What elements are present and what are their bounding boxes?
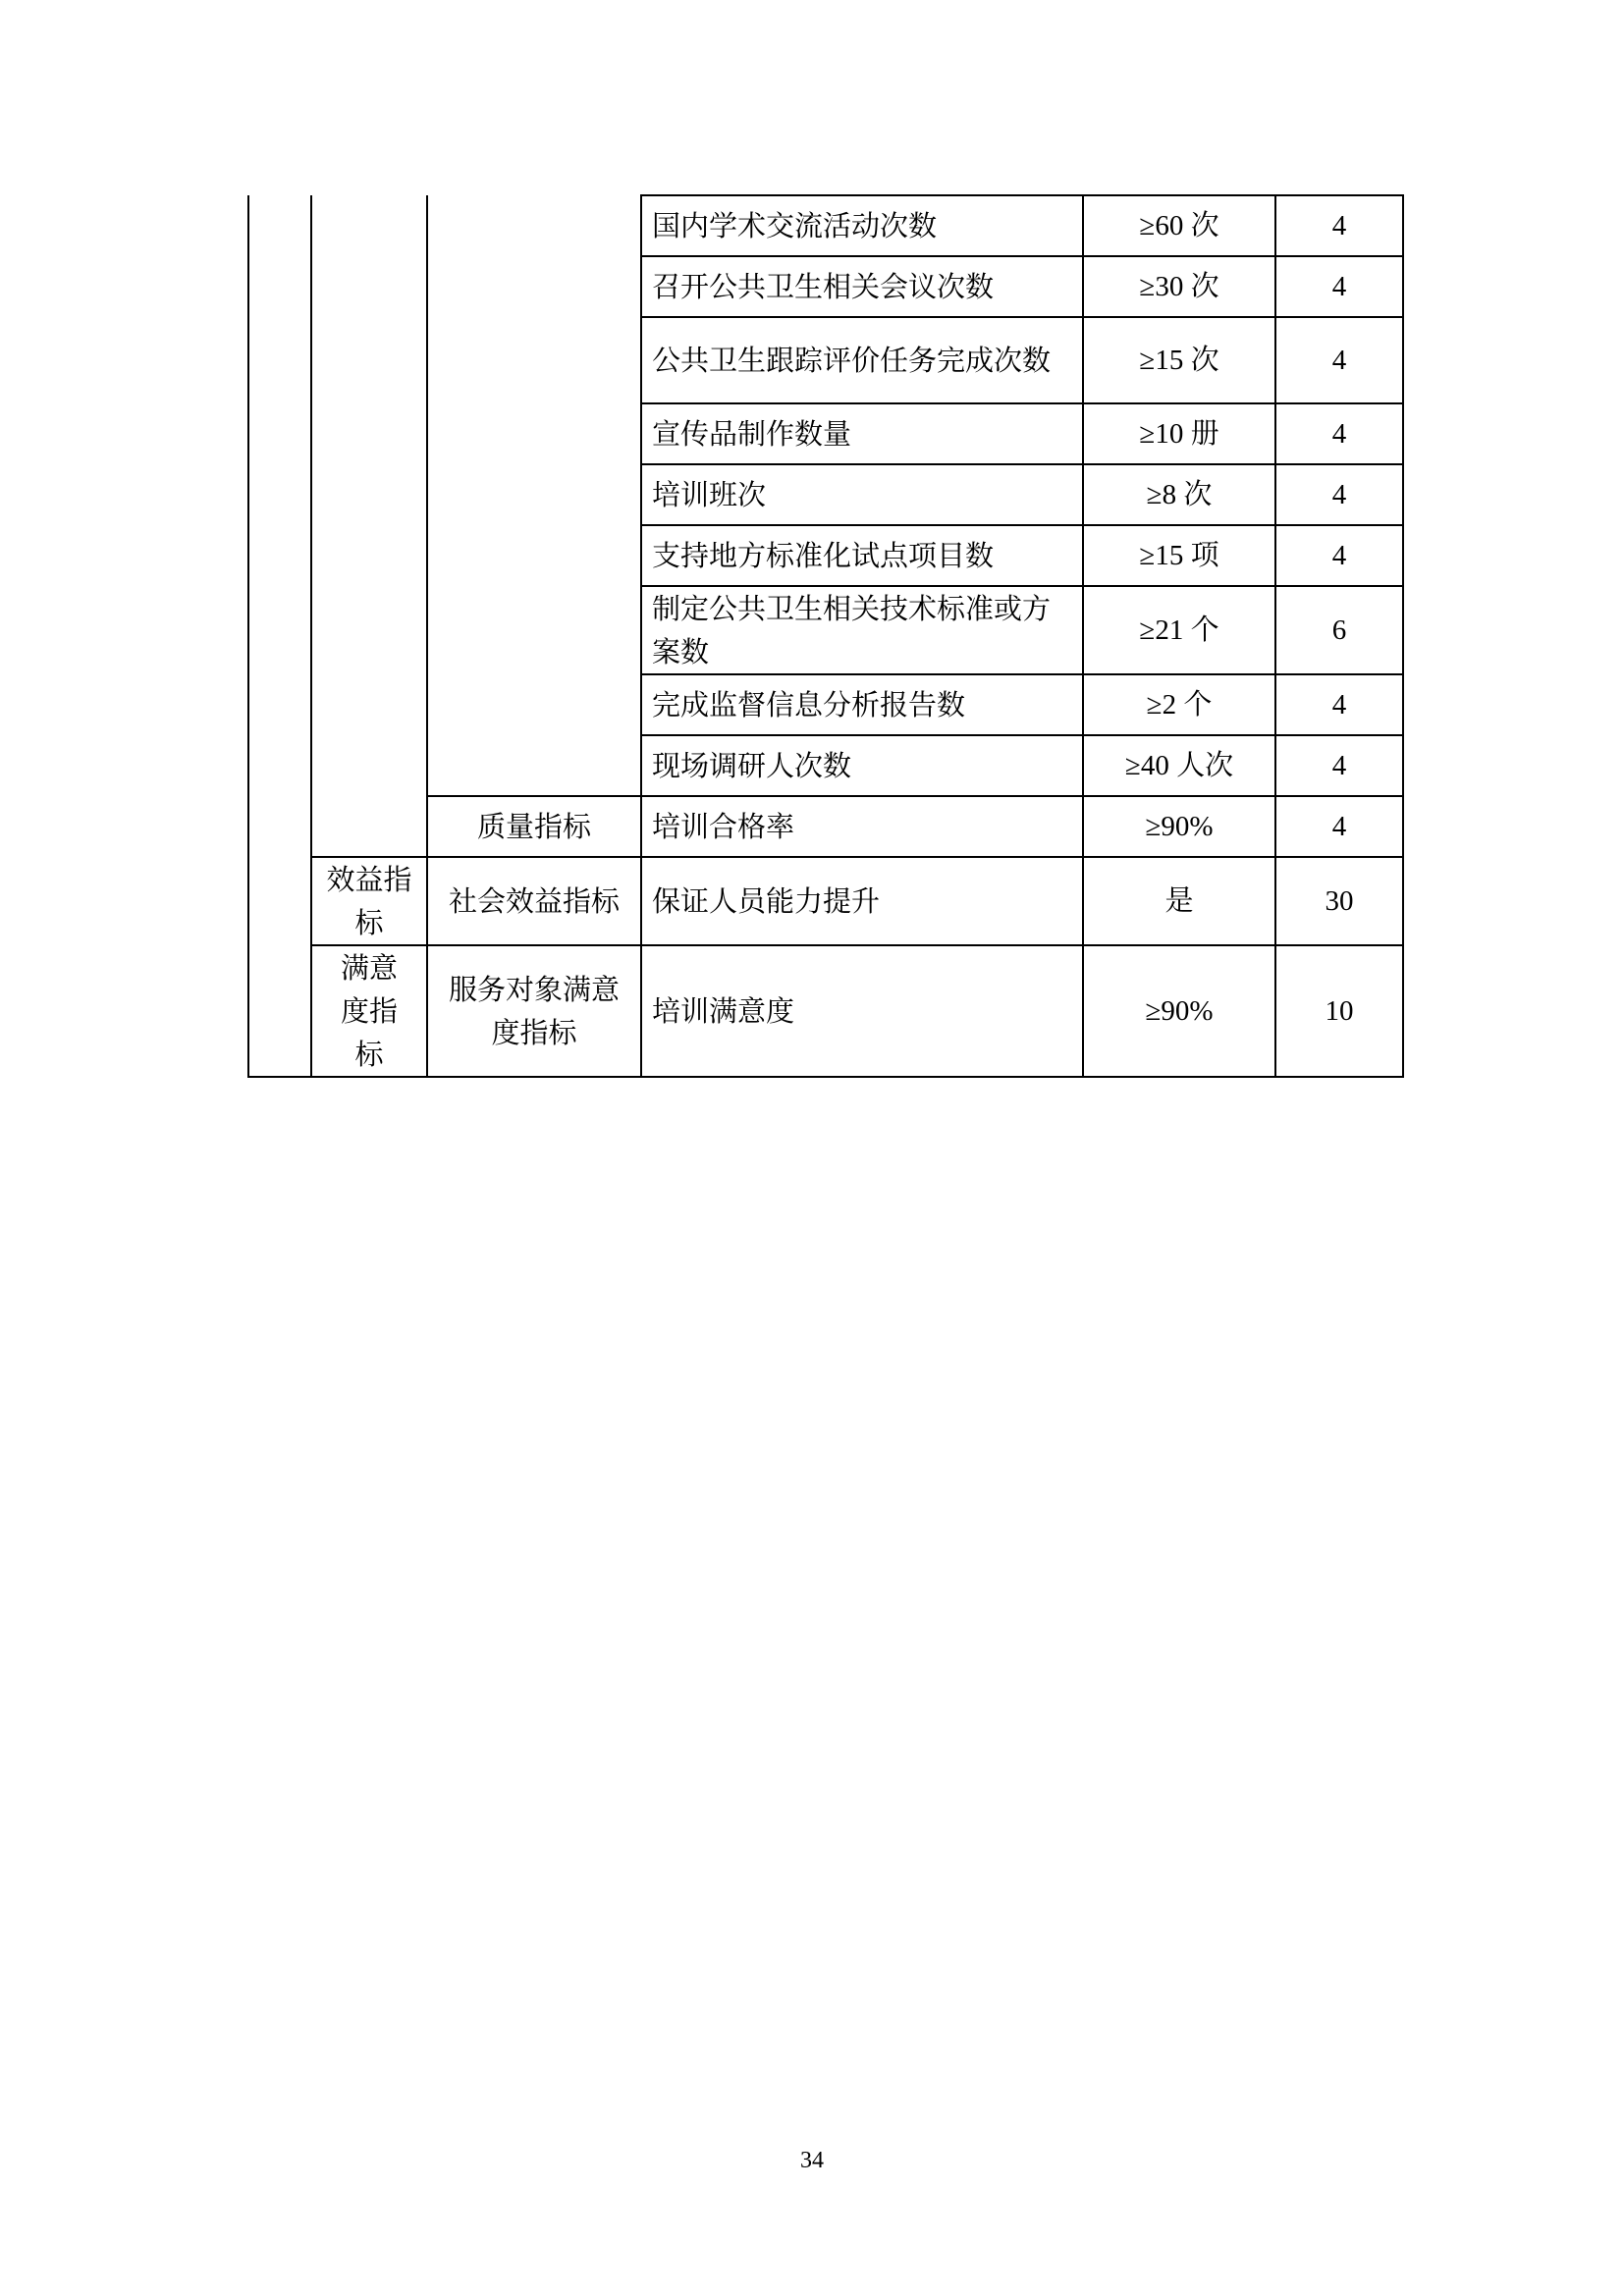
indicator-value-cell: ≥90% xyxy=(1083,945,1275,1077)
indicator-value-cell: ≥8 次 xyxy=(1083,464,1275,525)
indicator-value-cell: 是 xyxy=(1083,857,1275,945)
indicator-name-cell: 培训班次 xyxy=(641,464,1083,525)
indicator-value-cell: ≥15 项 xyxy=(1083,525,1275,586)
indicator-name-cell: 现场调研人次数 xyxy=(641,735,1083,796)
indicator-value-cell: ≥30 次 xyxy=(1083,256,1275,317)
indicator-score-cell: 4 xyxy=(1275,403,1403,464)
indicator-name-cell: 支持地方标准化试点项目数 xyxy=(641,525,1083,586)
page-number: 34 xyxy=(800,2148,824,2173)
first-level-category-cell xyxy=(248,195,311,1077)
indicator-value-cell: ≥60 次 xyxy=(1083,195,1275,256)
indicator-score-cell: 4 xyxy=(1275,525,1403,586)
indicator-name-cell: 公共卫生跟踪评价任务完成次数 xyxy=(641,317,1083,403)
indicator-name-cell: 国内学术交流活动次数 xyxy=(641,195,1083,256)
indicator-name-cell: 制定公共卫生相关技术标准或方案数 xyxy=(641,586,1083,674)
table-row xyxy=(248,195,1403,256)
indicator-value-cell: ≥15 次 xyxy=(1083,317,1275,403)
indicator-score-cell: 4 xyxy=(1275,796,1403,857)
indicator-score-cell: 4 xyxy=(1275,195,1403,256)
output-indicator-cell xyxy=(311,195,427,857)
performance-indicator-table xyxy=(247,194,1404,1078)
satisfaction-indicator-label: 满意度指标 xyxy=(311,945,427,1077)
indicator-score-cell: 4 xyxy=(1275,317,1403,403)
indicator-name-cell: 培训合格率 xyxy=(641,796,1083,857)
indicator-score-cell: 4 xyxy=(1275,256,1403,317)
quantity-indicator-cell xyxy=(427,195,641,796)
table-row xyxy=(248,857,1403,945)
indicator-name-cell: 完成监督信息分析报告数 xyxy=(641,674,1083,735)
indicator-name-cell: 培训满意度 xyxy=(641,945,1083,1077)
indicator-score-cell: 30 xyxy=(1275,857,1403,945)
indicator-score-cell: 4 xyxy=(1275,464,1403,525)
indicator-name-cell: 召开公共卫生相关会议次数 xyxy=(641,256,1083,317)
indicator-value-cell: ≥90% xyxy=(1083,796,1275,857)
indicator-score-cell: 10 xyxy=(1275,945,1403,1077)
social-benefit-indicator-label: 社会效益指标 xyxy=(427,857,641,945)
indicator-score-cell: 6 xyxy=(1275,586,1403,674)
indicator-name-cell: 保证人员能力提升 xyxy=(641,857,1083,945)
table-row xyxy=(248,945,1403,1077)
indicator-name-cell: 宣传品制作数量 xyxy=(641,403,1083,464)
indicator-value-cell: ≥21 个 xyxy=(1083,586,1275,674)
indicator-score-cell: 4 xyxy=(1275,674,1403,735)
indicator-value-cell: ≥10 册 xyxy=(1083,403,1275,464)
indicator-value-cell: ≥40 人次 xyxy=(1083,735,1275,796)
indicator-value-cell: ≥2 个 xyxy=(1083,674,1275,735)
benefit-indicator-label: 效益指标 xyxy=(311,857,427,945)
indicator-score-cell: 4 xyxy=(1275,735,1403,796)
quality-indicator-label: 质量指标 xyxy=(427,796,641,857)
service-satisfaction-indicator-label: 服务对象满意度指标 xyxy=(427,945,641,1077)
